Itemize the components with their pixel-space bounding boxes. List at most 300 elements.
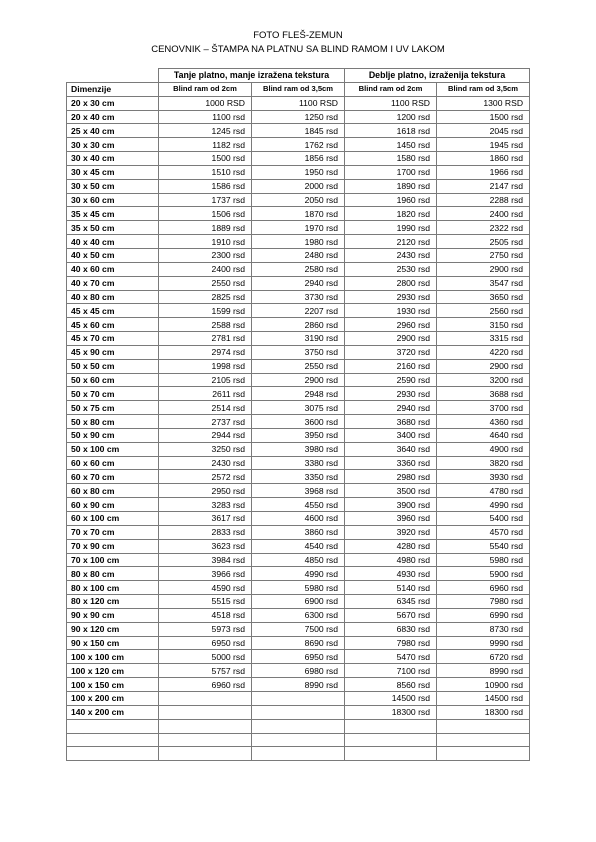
price-thin-3-5cm: 4540 rsd — [252, 539, 345, 553]
price-thick-2cm: 1200 rsd — [345, 110, 437, 124]
sub-header-thick-3-5cm: Blind ram od 3,5cm — [437, 82, 530, 96]
dimension-cell: 60 x 100 cm — [67, 512, 159, 526]
price-thin-2cm: 1599 rsd — [159, 304, 252, 318]
price-thick-2cm: 4980 rsd — [345, 553, 437, 567]
price-thick-2cm: 3920 rsd — [345, 525, 437, 539]
table-row — [67, 290, 530, 304]
price-thin-2cm: 1737 rsd — [159, 193, 252, 207]
price-thin-2cm — [159, 691, 252, 705]
price-thin-3-5cm: 1762 rsd — [252, 138, 345, 152]
price-thin-2cm — [159, 719, 252, 733]
table-row — [67, 318, 530, 332]
price-thin-3-5cm: 3950 rsd — [252, 428, 345, 442]
empty-corner-cell — [67, 69, 159, 83]
table-row — [67, 332, 530, 346]
price-thin-3-5cm: 1970 rsd — [252, 221, 345, 235]
price-thin-3-5cm: 4550 rsd — [252, 498, 345, 512]
dimension-cell: 25 x 40 cm — [67, 124, 159, 138]
price-thick-3-5cm — [437, 719, 530, 733]
price-thick-2cm: 2590 rsd — [345, 373, 437, 387]
price-thick-3-5cm: 1860 rsd — [437, 152, 530, 166]
price-thin-3-5cm: 2580 rsd — [252, 262, 345, 276]
price-thick-3-5cm: 3200 rsd — [437, 373, 530, 387]
price-thick-3-5cm: 14500 rsd — [437, 691, 530, 705]
table-row — [67, 705, 530, 719]
sub-header-thin-3-5cm: Blind ram od 3,5cm — [252, 82, 345, 96]
dimension-cell: 45 x 70 cm — [67, 332, 159, 346]
price-thick-3-5cm: 5540 rsd — [437, 539, 530, 553]
price-thin-2cm: 1998 rsd — [159, 359, 252, 373]
price-thick-2cm: 1960 rsd — [345, 193, 437, 207]
dimension-cell: 50 x 90 cm — [67, 428, 159, 442]
price-thick-2cm: 3960 rsd — [345, 512, 437, 526]
dimension-cell: 100 x 150 cm — [67, 678, 159, 692]
price-thin-3-5cm: 4850 rsd — [252, 553, 345, 567]
price-thin-2cm: 2300 rsd — [159, 248, 252, 262]
price-thick-3-5cm: 4360 rsd — [437, 415, 530, 429]
table-row — [67, 484, 530, 498]
price-thin-3-5cm: 2480 rsd — [252, 248, 345, 262]
table-row — [67, 152, 530, 166]
price-thick-3-5cm: 4900 rsd — [437, 442, 530, 456]
price-thin-3-5cm: 6300 rsd — [252, 608, 345, 622]
sub-header-row — [67, 82, 530, 96]
price-thick-2cm: 18300 rsd — [345, 705, 437, 719]
price-thick-3-5cm: 3820 rsd — [437, 456, 530, 470]
table-row — [67, 456, 530, 470]
dimension-cell: 50 x 80 cm — [67, 415, 159, 429]
price-thin-3-5cm: 2000 rsd — [252, 179, 345, 193]
table-row — [67, 539, 530, 553]
price-thin-2cm: 1910 rsd — [159, 235, 252, 249]
price-thick-2cm: 1820 rsd — [345, 207, 437, 221]
price-thick-3-5cm: 4640 rsd — [437, 428, 530, 442]
dimension-cell: 90 x 90 cm — [67, 608, 159, 622]
table-row — [67, 608, 530, 622]
document-title: FOTO FLEŠ-ZEMUN — [253, 30, 343, 41]
price-thin-3-5cm: 3190 rsd — [252, 332, 345, 346]
price-thick-3-5cm: 2288 rsd — [437, 193, 530, 207]
price-thick-3-5cm: 5980 rsd — [437, 553, 530, 567]
price-thick-3-5cm: 18300 rsd — [437, 705, 530, 719]
dimension-cell: 45 x 45 cm — [67, 304, 159, 318]
price-thin-2cm — [159, 733, 252, 747]
table-row — [67, 387, 530, 401]
price-thick-2cm: 3900 rsd — [345, 498, 437, 512]
dimension-cell: 50 x 50 cm — [67, 359, 159, 373]
price-thin-2cm: 1510 rsd — [159, 165, 252, 179]
price-thick-3-5cm: 3688 rsd — [437, 387, 530, 401]
price-thick-2cm — [345, 719, 437, 733]
price-thick-3-5cm: 4990 rsd — [437, 498, 530, 512]
price-thick-3-5cm: 1300 RSD — [437, 96, 530, 110]
price-thick-2cm: 2120 rsd — [345, 235, 437, 249]
table-row — [67, 262, 530, 276]
dimension-cell: 90 x 150 cm — [67, 636, 159, 650]
price-thick-3-5cm — [437, 733, 530, 747]
dimension-cell — [67, 747, 159, 761]
table-row — [67, 193, 530, 207]
price-thin-2cm: 3250 rsd — [159, 442, 252, 456]
price-thick-2cm: 8560 rsd — [345, 678, 437, 692]
price-thin-2cm: 2781 rsd — [159, 332, 252, 346]
price-thick-2cm: 2940 rsd — [345, 401, 437, 415]
price-thick-3-5cm: 3700 rsd — [437, 401, 530, 415]
price-thin-3-5cm: 3730 rsd — [252, 290, 345, 304]
price-thin-3-5cm: 2860 rsd — [252, 318, 345, 332]
dimension-cell: 30 x 60 cm — [67, 193, 159, 207]
table-row — [67, 221, 530, 235]
price-thin-2cm: 1182 rsd — [159, 138, 252, 152]
price-thin-2cm: 3283 rsd — [159, 498, 252, 512]
table-row — [67, 595, 530, 609]
table-row — [67, 248, 530, 262]
price-thick-2cm: 1700 rsd — [345, 165, 437, 179]
price-thin-3-5cm: 4600 rsd — [252, 512, 345, 526]
dimension-cell: 100 x 120 cm — [67, 664, 159, 678]
price-thin-3-5cm: 3075 rsd — [252, 401, 345, 415]
price-thin-2cm: 1586 rsd — [159, 179, 252, 193]
table-row — [67, 165, 530, 179]
price-thin-2cm — [159, 747, 252, 761]
price-thick-3-5cm: 6720 rsd — [437, 650, 530, 664]
price-thick-3-5cm: 1500 rsd — [437, 110, 530, 124]
price-thick-2cm: 6830 rsd — [345, 622, 437, 636]
price-thin-2cm: 2550 rsd — [159, 276, 252, 290]
price-thick-3-5cm: 2560 rsd — [437, 304, 530, 318]
price-thick-3-5cm: 5400 rsd — [437, 512, 530, 526]
dimension-cell: 60 x 70 cm — [67, 470, 159, 484]
price-thin-3-5cm: 1845 rsd — [252, 124, 345, 138]
table-row — [67, 401, 530, 415]
price-thick-3-5cm: 4220 rsd — [437, 345, 530, 359]
price-thick-2cm: 7100 rsd — [345, 664, 437, 678]
price-thick-3-5cm: 3150 rsd — [437, 318, 530, 332]
table-row — [67, 719, 530, 733]
dimension-cell: 40 x 80 cm — [67, 290, 159, 304]
price-thin-2cm: 2611 rsd — [159, 387, 252, 401]
price-thick-2cm: 2960 rsd — [345, 318, 437, 332]
price-thick-3-5cm: 2900 rsd — [437, 359, 530, 373]
dimension-cell: 30 x 45 cm — [67, 165, 159, 179]
price-thin-3-5cm: 5980 rsd — [252, 581, 345, 595]
price-thick-2cm: 2930 rsd — [345, 387, 437, 401]
price-thick-3-5cm: 6990 rsd — [437, 608, 530, 622]
price-thick-3-5cm: 2147 rsd — [437, 179, 530, 193]
price-thick-2cm: 7980 rsd — [345, 636, 437, 650]
dimension-cell: 30 x 40 cm — [67, 152, 159, 166]
price-table-body — [67, 69, 530, 761]
table-row — [67, 96, 530, 110]
price-thin-2cm: 1245 rsd — [159, 124, 252, 138]
price-thick-3-5cm — [437, 747, 530, 761]
table-row — [67, 110, 530, 124]
price-thick-2cm: 4930 rsd — [345, 567, 437, 581]
table-row — [67, 691, 530, 705]
price-thin-2cm: 2572 rsd — [159, 470, 252, 484]
price-thick-3-5cm: 2045 rsd — [437, 124, 530, 138]
price-thin-2cm: 6960 rsd — [159, 678, 252, 692]
price-thick-2cm: 5470 rsd — [345, 650, 437, 664]
dimension-cell: 80 x 120 cm — [67, 595, 159, 609]
group-header-thin-canvas: Tanje platno, manje izražena tekstura — [159, 69, 345, 83]
table-row — [67, 525, 530, 539]
price-thin-2cm: 3966 rsd — [159, 567, 252, 581]
price-thick-2cm: 5140 rsd — [345, 581, 437, 595]
price-thick-3-5cm: 2900 rsd — [437, 262, 530, 276]
dimension-cell — [67, 719, 159, 733]
dimension-cell: 20 x 40 cm — [67, 110, 159, 124]
table-row — [67, 428, 530, 442]
dimension-cell: 60 x 80 cm — [67, 484, 159, 498]
price-thick-2cm: 2800 rsd — [345, 276, 437, 290]
price-thin-2cm: 2430 rsd — [159, 456, 252, 470]
price-thick-3-5cm: 4780 rsd — [437, 484, 530, 498]
price-thin-2cm: 2944 rsd — [159, 428, 252, 442]
price-thin-2cm: 2974 rsd — [159, 345, 252, 359]
price-thin-2cm: 2514 rsd — [159, 401, 252, 415]
price-thick-3-5cm: 3930 rsd — [437, 470, 530, 484]
price-thick-2cm: 2930 rsd — [345, 290, 437, 304]
dimension-cell: 30 x 50 cm — [67, 179, 159, 193]
table-row — [67, 622, 530, 636]
price-thick-2cm: 3400 rsd — [345, 428, 437, 442]
price-thin-3-5cm: 2050 rsd — [252, 193, 345, 207]
price-thin-3-5cm: 2940 rsd — [252, 276, 345, 290]
table-row — [67, 747, 530, 761]
price-thick-2cm — [345, 747, 437, 761]
table-row — [67, 650, 530, 664]
price-thin-2cm — [159, 705, 252, 719]
price-thick-3-5cm: 8990 rsd — [437, 664, 530, 678]
price-thick-3-5cm: 2505 rsd — [437, 235, 530, 249]
price-thick-2cm: 1930 rsd — [345, 304, 437, 318]
price-thin-2cm: 4590 rsd — [159, 581, 252, 595]
dimension-cell: 70 x 90 cm — [67, 539, 159, 553]
price-thin-3-5cm: 8690 rsd — [252, 636, 345, 650]
price-thick-2cm: 1100 RSD — [345, 96, 437, 110]
table-row — [67, 553, 530, 567]
price-thick-3-5cm: 3547 rsd — [437, 276, 530, 290]
price-thin-3-5cm: 4990 rsd — [252, 567, 345, 581]
price-thin-2cm: 1000 RSD — [159, 96, 252, 110]
group-header-thick-canvas: Deblje platno, izraženija tekstura — [345, 69, 530, 83]
price-thin-2cm: 2400 rsd — [159, 262, 252, 276]
price-thick-3-5cm: 2322 rsd — [437, 221, 530, 235]
price-thin-3-5cm: 6900 rsd — [252, 595, 345, 609]
price-thin-2cm: 5757 rsd — [159, 664, 252, 678]
price-thick-2cm: 6345 rsd — [345, 595, 437, 609]
table-row — [67, 207, 530, 221]
table-row — [67, 235, 530, 249]
table-row — [67, 373, 530, 387]
dimension-cell: 45 x 90 cm — [67, 345, 159, 359]
price-thick-2cm: 1990 rsd — [345, 221, 437, 235]
table-row — [67, 345, 530, 359]
table-row — [67, 498, 530, 512]
sub-header-thick-2cm: Blind ram od 2cm — [345, 82, 437, 96]
price-thin-3-5cm — [252, 733, 345, 747]
table-row — [67, 415, 530, 429]
price-table — [66, 68, 530, 761]
price-thick-2cm: 1890 rsd — [345, 179, 437, 193]
dimension-cell: 80 x 100 cm — [67, 581, 159, 595]
table-row — [67, 304, 530, 318]
price-thick-2cm: 3500 rsd — [345, 484, 437, 498]
price-thick-2cm: 3720 rsd — [345, 345, 437, 359]
dimension-cell: 140 x 200 cm — [67, 705, 159, 719]
dimension-cell: 40 x 60 cm — [67, 262, 159, 276]
dimension-cell: 50 x 100 cm — [67, 442, 159, 456]
price-thin-2cm: 2105 rsd — [159, 373, 252, 387]
price-thin-3-5cm — [252, 747, 345, 761]
price-thick-2cm: 2980 rsd — [345, 470, 437, 484]
price-thin-3-5cm: 6980 rsd — [252, 664, 345, 678]
price-thin-2cm: 3623 rsd — [159, 539, 252, 553]
price-thick-2cm: 3680 rsd — [345, 415, 437, 429]
dimension-cell: 100 x 100 cm — [67, 650, 159, 664]
price-thin-2cm: 2588 rsd — [159, 318, 252, 332]
table-row — [67, 179, 530, 193]
price-thin-3-5cm: 2207 rsd — [252, 304, 345, 318]
price-thin-3-5cm: 3968 rsd — [252, 484, 345, 498]
table-row — [67, 733, 530, 747]
price-thin-2cm: 6950 rsd — [159, 636, 252, 650]
price-thin-3-5cm: 8990 rsd — [252, 678, 345, 692]
group-header-row — [67, 69, 530, 83]
price-thin-3-5cm: 1250 rsd — [252, 110, 345, 124]
sub-header-thin-2cm: Blind ram od 2cm — [159, 82, 252, 96]
table-row — [67, 636, 530, 650]
price-thin-2cm: 1500 rsd — [159, 152, 252, 166]
price-thin-2cm: 5000 rsd — [159, 650, 252, 664]
price-thin-2cm: 5515 rsd — [159, 595, 252, 609]
price-thick-3-5cm: 5900 rsd — [437, 567, 530, 581]
price-thin-2cm: 1506 rsd — [159, 207, 252, 221]
table-row — [67, 470, 530, 484]
price-thick-3-5cm: 3315 rsd — [437, 332, 530, 346]
price-thick-2cm: 1618 rsd — [345, 124, 437, 138]
price-thin-3-5cm: 2948 rsd — [252, 387, 345, 401]
price-thin-3-5cm: 1856 rsd — [252, 152, 345, 166]
dimension-cell: 40 x 50 cm — [67, 248, 159, 262]
dimension-cell: 20 x 30 cm — [67, 96, 159, 110]
dimension-cell: 50 x 75 cm — [67, 401, 159, 415]
price-thin-3-5cm: 1100 RSD — [252, 96, 345, 110]
dimension-cell: 100 x 200 cm — [67, 691, 159, 705]
price-thick-3-5cm: 1966 rsd — [437, 165, 530, 179]
price-thick-3-5cm: 6960 rsd — [437, 581, 530, 595]
price-thick-3-5cm: 4570 rsd — [437, 525, 530, 539]
price-thin-3-5cm: 3380 rsd — [252, 456, 345, 470]
price-thick-2cm: 1580 rsd — [345, 152, 437, 166]
price-thick-3-5cm: 9990 rsd — [437, 636, 530, 650]
price-thick-2cm: 4280 rsd — [345, 539, 437, 553]
price-thick-3-5cm: 2400 rsd — [437, 207, 530, 221]
dimension-cell: 70 x 70 cm — [67, 525, 159, 539]
price-thin-3-5cm: 3750 rsd — [252, 345, 345, 359]
dimension-cell: 70 x 100 cm — [67, 553, 159, 567]
price-thin-2cm: 2833 rsd — [159, 525, 252, 539]
dimension-cell: 50 x 70 cm — [67, 387, 159, 401]
price-thin-2cm: 1100 rsd — [159, 110, 252, 124]
price-thin-3-5cm: 3980 rsd — [252, 442, 345, 456]
price-thick-2cm: 2430 rsd — [345, 248, 437, 262]
price-thin-3-5cm: 3600 rsd — [252, 415, 345, 429]
dimension-cell: 30 x 30 cm — [67, 138, 159, 152]
price-thick-3-5cm: 8730 rsd — [437, 622, 530, 636]
price-thin-3-5cm: 3860 rsd — [252, 525, 345, 539]
dimension-cell: 40 x 40 cm — [67, 235, 159, 249]
price-thin-2cm: 2737 rsd — [159, 415, 252, 429]
price-thin-3-5cm — [252, 705, 345, 719]
price-thin-3-5cm: 3350 rsd — [252, 470, 345, 484]
price-thin-3-5cm: 1870 rsd — [252, 207, 345, 221]
price-thin-2cm: 2825 rsd — [159, 290, 252, 304]
dimension-cell: 50 x 60 cm — [67, 373, 159, 387]
dimension-cell: 90 x 120 cm — [67, 622, 159, 636]
table-row — [67, 678, 530, 692]
price-thick-2cm: 2530 rsd — [345, 262, 437, 276]
dimension-cell: 35 x 50 cm — [67, 221, 159, 235]
dimension-cell: 60 x 90 cm — [67, 498, 159, 512]
price-thin-2cm: 2950 rsd — [159, 484, 252, 498]
price-thin-3-5cm: 2550 rsd — [252, 359, 345, 373]
price-thin-3-5cm: 1980 rsd — [252, 235, 345, 249]
dimension-cell — [67, 733, 159, 747]
price-thick-2cm: 1450 rsd — [345, 138, 437, 152]
dimension-cell: 45 x 60 cm — [67, 318, 159, 332]
price-thick-3-5cm: 10900 rsd — [437, 678, 530, 692]
price-thin-2cm: 1889 rsd — [159, 221, 252, 235]
price-thin-3-5cm: 6950 rsd — [252, 650, 345, 664]
price-thin-2cm: 3984 rsd — [159, 553, 252, 567]
price-thick-3-5cm: 2750 rsd — [437, 248, 530, 262]
table-row — [67, 276, 530, 290]
table-row — [67, 359, 530, 373]
table-row — [67, 512, 530, 526]
price-thin-2cm: 5973 rsd — [159, 622, 252, 636]
dimension-cell: 35 x 45 cm — [67, 207, 159, 221]
dimensions-header: Dimenzije — [67, 82, 159, 96]
table-row — [67, 664, 530, 678]
price-thick-2cm: 14500 rsd — [345, 691, 437, 705]
dimension-cell: 80 x 80 cm — [67, 567, 159, 581]
price-thin-3-5cm: 7500 rsd — [252, 622, 345, 636]
price-thick-2cm — [345, 733, 437, 747]
dimension-cell: 60 x 60 cm — [67, 456, 159, 470]
price-thin-2cm: 4518 rsd — [159, 608, 252, 622]
price-thick-3-5cm: 3650 rsd — [437, 290, 530, 304]
price-thick-3-5cm: 7980 rsd — [437, 595, 530, 609]
table-row — [67, 567, 530, 581]
document-subtitle: CENOVNIK – ŠTAMPA NA PLATNU SA BLIND RAMOM I UV LAKOM — [151, 44, 445, 55]
price-thick-2cm: 3640 rsd — [345, 442, 437, 456]
price-thin-3-5cm — [252, 719, 345, 733]
price-thick-3-5cm: 1945 rsd — [437, 138, 530, 152]
table-row — [67, 138, 530, 152]
table-row — [67, 442, 530, 456]
price-thin-3-5cm: 2900 rsd — [252, 373, 345, 387]
price-thin-3-5cm: 1950 rsd — [252, 165, 345, 179]
dimension-cell: 40 x 70 cm — [67, 276, 159, 290]
price-thin-3-5cm — [252, 691, 345, 705]
price-thick-2cm: 2160 rsd — [345, 359, 437, 373]
price-thick-2cm: 2900 rsd — [345, 332, 437, 346]
table-row — [67, 124, 530, 138]
table-row — [67, 581, 530, 595]
price-thin-2cm: 3617 rsd — [159, 512, 252, 526]
